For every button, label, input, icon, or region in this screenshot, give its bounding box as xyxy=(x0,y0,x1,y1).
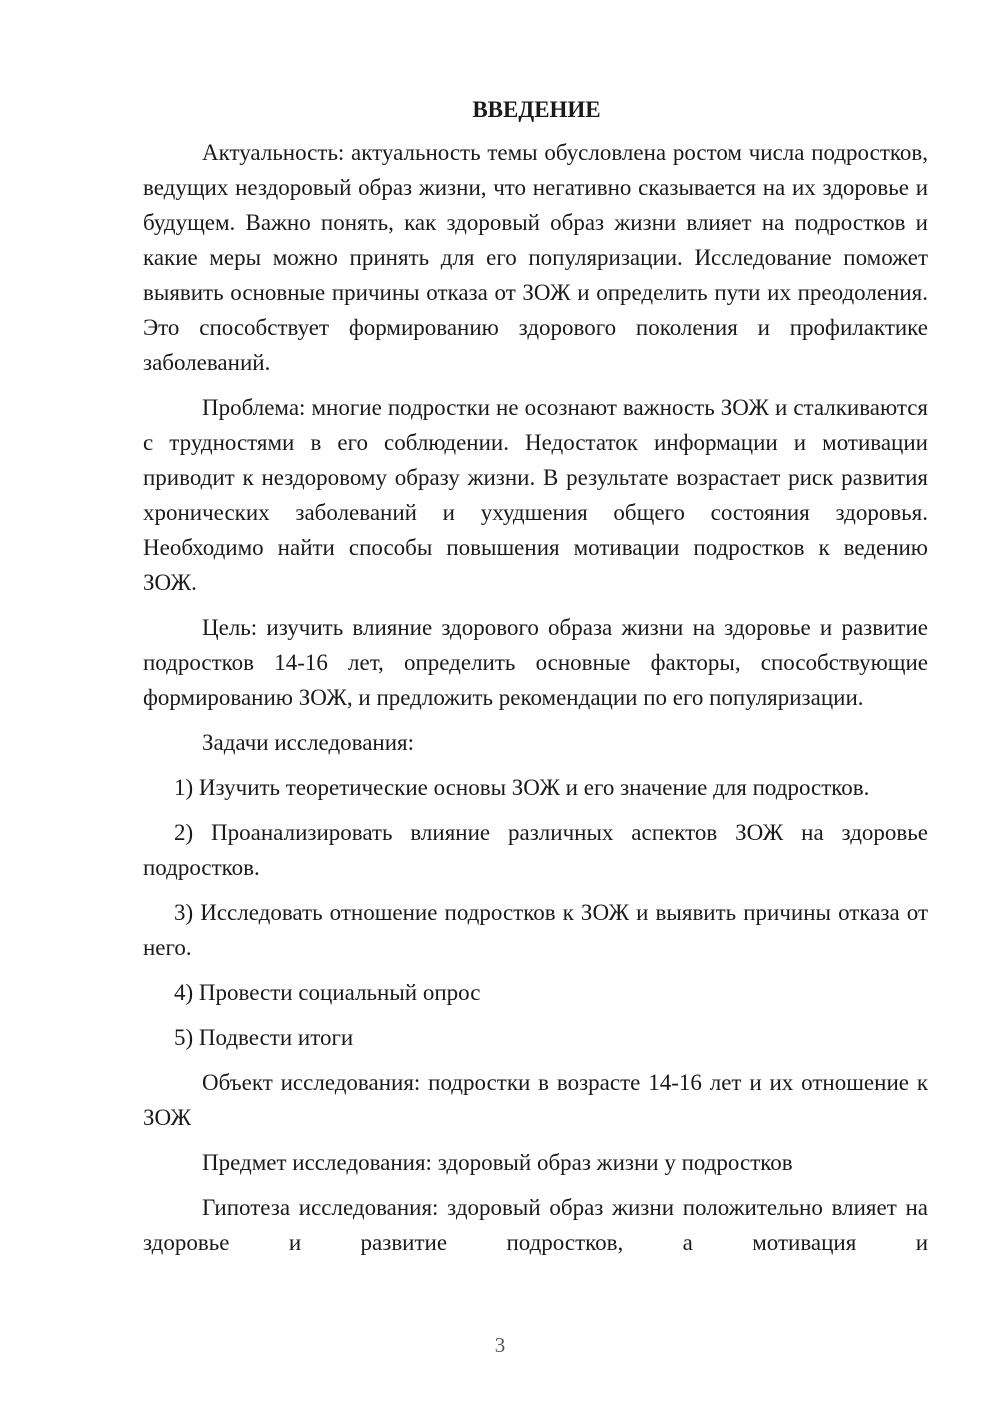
document-page xyxy=(143,92,928,1270)
paragraph-relevance: Актуальность: актуальность темы обусловлена ростом числа подростков, ведущих нездоровый образ жизни, что негативно сказывается на их здоровье и будущем. Важно понять, как здоровый образ жизни влияет на подростков и какие меры можно принять для его популяризации. Исследование поможет выявить основные причины отказа от ЗОЖ и определить пути их преодоления. Это способствует формированию здорового поколения и профилактике заболеваний. xyxy=(143,140,928,375)
paragraph-hypothesis: Гипотеза исследования: здоровый образ жизни положительно влияет на здоровье и развитие подростков, а мотивация и xyxy=(143,1195,928,1255)
task-item-5: 5) Подвести итоги xyxy=(174,1025,354,1050)
tasks-heading: Задачи исследования: xyxy=(202,730,415,755)
page-number: 3 xyxy=(494,1333,506,1357)
paragraph-subject: Предмет исследования: здоровый образ жизни у подростков xyxy=(202,1150,793,1175)
task-item-3: 3) Исследовать отношение подростков к ЗОЖ и выявить причины отказа от него. xyxy=(143,900,928,960)
paragraph-object: Объект исследования: подростки в возрасте 14-16 лет и их отношение к ЗОЖ xyxy=(143,1070,928,1130)
task-item-2: 2) Проанализировать влияние различных аспектов ЗОЖ на здоровье подростков. xyxy=(143,820,928,880)
task-item-1: 1) Изучить теоретические основы ЗОЖ и его значение для подростков. xyxy=(174,775,870,800)
paragraph-goal: Цель: изучить влияние здорового образа жизни на здоровье и развитие подростков 14-16 лет, определить основные факторы, способствующие формированию ЗОЖ, и предложить рекомендации по его популяризации. xyxy=(143,615,928,710)
task-item-4: 4) Провести социальный опрос xyxy=(174,980,481,1005)
paragraph-problem: Проблема: многие подростки не осознают важность ЗОЖ и сталкиваются с трудностями в его соблюдении. Недостаток информации и мотивации приводит к нездоровому образу жизни. В результате возрастает риск развития хронических заболеваний и ухудшения общего состояния здоровья. Необходимо найти способы повышения мотивации подростков к ведению ЗОЖ. xyxy=(143,395,928,595)
section-title: ВВЕДЕНИЕ xyxy=(472,97,601,122)
